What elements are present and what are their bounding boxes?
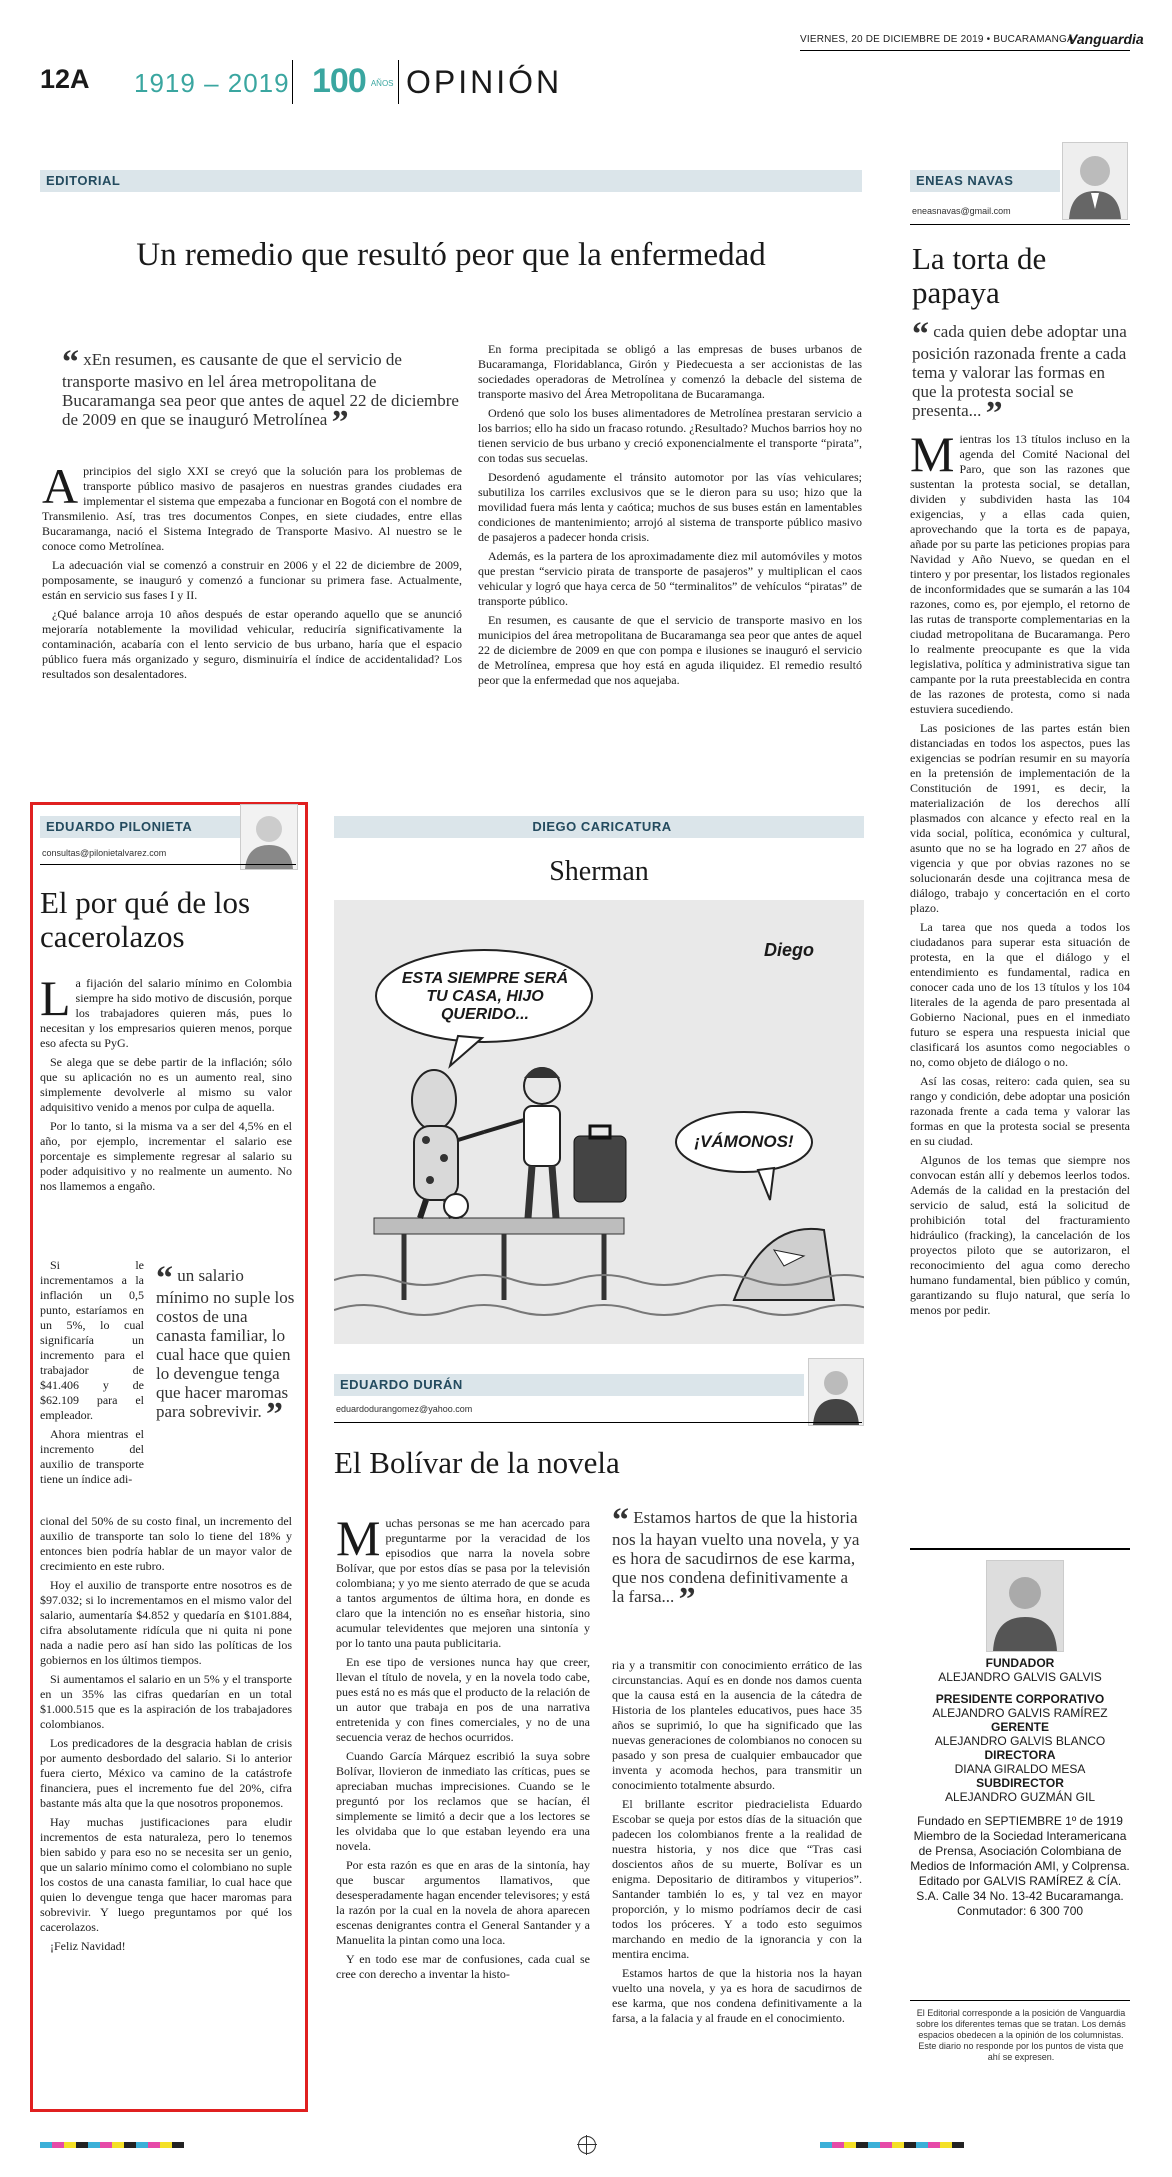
duran-pullquote-text: Estamos hartos de que la historia nos la hayan vuelto una novela, y ya es hora de sacudirnos de ese karma, que nos condena definitivamente a la farsa... xyxy=(612,1508,860,1606)
close-quote-icon: ” xyxy=(266,1396,283,1433)
masthead-rule xyxy=(910,1548,1130,1550)
paragraph: ientras los 13 títulos incluso en la agenda del Comité Nacional del Paro, que son las razones que sustentan la protesta social, se detallan, dividen y subdividen hasta las 104 exigencias, y a ellas cada quien, aprovechando que la torta es de papaya, añade por su parte las peticiones propias para Navidad y Año Nuevo, se quedan en el tintero y por presentar, los listados regionales de inconformidades que se sumarán a las 104 razones, como es, por ejemplo, el retorno de las rutas de transporte complementarias en la ciudad metropolitana de Bucaramanga. Pero lo realmente preocupante es que la vida legislativa, política y administrativa sigue tan campante por la ruta preestablecida en contra de las razones de protesta, como si nada estuviera sucediendo. xyxy=(910,432,1130,716)
duran-photo xyxy=(808,1358,864,1426)
portrait-icon xyxy=(987,1561,1063,1651)
close-quote-icon: ” xyxy=(331,404,349,441)
president-role: PRESIDENTE CORPORATIVO xyxy=(935,1692,1105,1706)
paragraph: La tarea que nos queda a todos los ciudadanos para superar esta situación de protesta, en la que el diálogo y el entendimiento es fundamental, radica en conocer cada uno de los 13 títulos y los 104 literales de la agenda de paro presentada al Gobierno Nacional, pues en el inmediato futuro se espera una respuesta inicial que clasificará los asuntos como negociables o no, como objeto de diálogo o no. xyxy=(910,920,1130,1069)
navas-dropcap: M xyxy=(910,426,955,482)
paragraph: Desordenó agudamente el tránsito automotor por las vías vehiculares; subutiliza los carriles exclusivos que se le dieron para su uso; hizo que la movilidad fuera más lenta y caótica; muchos de sus buses están en lamentables condiciones de mantenimiento; arrojó al sistema de transporte público masivo de pasajeros a padecer honda crisis. xyxy=(478,470,862,544)
navas-label: ENEAS NAVAS xyxy=(910,170,1060,192)
paragraph: Además, es la partera de los aproximadamente diez mil automóviles y motos que prestan “servicio pirata de transporte de pasajeros” y multiplican el caos vehicular y logró que haya cerca de 50 “terminalitos” de vehículos “piratas” de transporte público. xyxy=(478,549,862,608)
founder-photo xyxy=(986,1560,1064,1652)
paragraph: uchas personas se me han acercado para preguntarme por la veracidad de los episodios que narra la novela sobre Bolívar, que por estos días se pasa por la televisión colombiana; y yo me siento aterrado de que se acuda a tantos argumentos de última hora, en donde es claro que la intención no es enseñar historia, sino acumular televidentes que mejoren una sintonía y por lo tanto una pauta publicitaria. xyxy=(336,1516,590,1650)
open-quote-icon: “ xyxy=(612,1502,629,1539)
portrait-icon xyxy=(241,805,297,869)
paragraph: Se alega que se debe partir de la inflación; sólo que su aplicación no es un aumento real, sino simplemente devolverle al mismo su valor adquisitivo venido a menos por culpa de aquella. xyxy=(40,1055,292,1114)
cartoon xyxy=(334,900,864,1344)
founder-role: FUNDADOR xyxy=(985,1656,1055,1670)
editorial-pullquote-text: xEn resumen, es causante de que el servicio de transporte masivo en lel área metropolitana de Bucaramanga sea peor que antes de aquel 22 de diciembre de 2009 en que se inauguró Metrolínea xyxy=(62,350,459,429)
paragraph: En resumen, es causante de que el servicio de transporte masivo en los municipios del área metropolitana de Bucaramanga sea peor que antes de aquel 22 de diciembre de 2009 en que con pompa e ilusiones se inauguró el servicio de Metrolínea, empresa que hoy está en aguda iliquidez. El remedio resultó peor que la enfermedad que nos aquejaba. xyxy=(478,613,862,687)
paragraph: Y en todo ese mar de confusiones, cada cual se cree con derecho a inventar la histo- xyxy=(336,1952,590,1981)
duran-column-2 xyxy=(612,1658,862,2030)
years-label: 1919 – 2019 xyxy=(134,68,290,98)
duran-rule xyxy=(334,1422,862,1423)
navas-body xyxy=(910,426,1130,1322)
paragraph: En ese tipo de versiones nunca hay que creer, llevan el título de novela, y en la novela todo cabe, pues está no es más que el producto de la relación de un autor que trabaja en pos de una narrativa entretenida y con fines comerciales, y no de una secuencia veraz de hechos ocurridos. xyxy=(336,1655,590,1744)
cartoon-drawing xyxy=(334,900,864,1344)
pilonieta-pullquote xyxy=(156,1260,296,1433)
president-name: ALEJANDRO GALVIS RAMÍREZ xyxy=(932,1706,1108,1720)
manager-name: ALEJANDRO GALVIS BLANCO xyxy=(934,1734,1106,1748)
editorial-label: EDITORIAL xyxy=(40,170,862,192)
paragraph: ¿Qué balance arroja 10 años después de estar operando aquello que se anunció mejoraría notablemente la movilidad vehicular, reduciría significativamente la contaminación, acabaría con el lento servicio de bus urbano, haría que el espacio público fuera más organizado y seguro, disminuiría el índice de accidentalidad? Los resultados son desalentadores. xyxy=(42,607,462,681)
paragraph: ria y a transmitir con conocimiento errático de las circunstancias. Aquí es en donde nos damos cuenta que la causa está en la ausencia de la cátedra de Historia de los planteles educativos, pues hace 35 años se suprimió, lo que ha significado que las nuevas generaciones de colombianos no conocen su pasado y son presa de cualquier embaucador que inventa y acomoda hechos, para transmitir un conocimiento totalmente absurdo. xyxy=(612,1658,862,1792)
pilonieta-pullquote-text: un salario mínimo no suple los costos de una canasta familiar, lo cual hace que quien lo devengue tenga que hacer maromas para sobrevivir. xyxy=(156,1266,295,1421)
editorial-column-2 xyxy=(478,342,862,692)
close-quote-icon: ” xyxy=(678,1581,696,1618)
section-title: OPINIÓN xyxy=(406,64,563,100)
caricatura-label: DIEGO CARICATURA xyxy=(334,816,864,838)
paragraph: Por lo tanto, si la misma va a ser del 4,5% en el año, por ejemplo, incrementar el salario ese porcentaje es simplemente regresar al salario su poder adquisitivo y no realmente un aumento. No nos llamemos a engaño. xyxy=(40,1119,292,1193)
paragraph: Ahora mientras el incremento del auxilio de transporte tiene un índice adi- xyxy=(40,1427,144,1486)
cartoon-signature: Diego xyxy=(764,940,815,960)
duran-dropcap: M xyxy=(336,1510,381,1566)
director-role: DIRECTORA xyxy=(984,1748,1056,1762)
paragraph: El brillante escritor piedracielista Eduardo Escobar se queja por estos días de la situación que padecen los colombianos frente a la realidad de nuestra historia, y nos dice que “Tras casi doscientos años de su muerte, Bolívar es un enigma. Depositario de ditirambos y vituperios”. Santander también lo es, y tal vez en mayor proporción, y lo mismo podríamos decir de casi todos los próceres. Y a todo esto seguimos marchando en medio de la ignorancia y con la mentira encima. xyxy=(612,1797,862,1961)
navas-pullquote-text: cada quien debe adoptar una posición razonada frente a cada tema y valorar las formas en que la protesta social se presenta... xyxy=(912,322,1127,420)
subdirector-role: SUBDIRECTOR xyxy=(976,1776,1064,1790)
paragraph: Ordenó que solo los buses alimentadores de Metrolínea prestaran servicio a los barrios; ello ha sido un fracaso rotundo. ¿Resultado? Muchos barrios hoy no tienen servicio de bus urbano y creció exponencialmente el transporte “pirata”, con todas sus secuelas. xyxy=(478,406,862,465)
navas-photo xyxy=(1062,142,1128,220)
cartoon-title: Sherman xyxy=(549,856,649,887)
subdirector-name: ALEJANDRO GUZMÁN GIL xyxy=(944,1790,1096,1804)
editorial-pullquote xyxy=(62,344,462,441)
paragraph: Si aumentamos el salario en un 5% y el transporte en un 35% las cifras quedarían en un total $1.000.515 que es la aspiración de los trabajadores colombianos. xyxy=(40,1672,292,1731)
cartoon-bubble-text: ESTA SIEMPRE SERÁ TU CASA, HIJO QUERIDO... xyxy=(401,970,569,1023)
paragraph: Hoy el auxilio de transporte entre nosotros es de $97.032; si lo incrementamos en el mismo valor del salario, aumentaría $4.852 y quedaría en $101.884, cifra absolutamente ridícula que ni quita ni pone nada a nadie pero así han sido las políticas de los gobiernos en los últimos tiempos. xyxy=(40,1578,292,1667)
open-quote-icon: “ xyxy=(62,344,79,381)
manager-role: GERENTE xyxy=(990,1720,1049,1734)
paragraph: Los predicadores de la desgracia hablan de crisis por aumento desbordado del salario. Si lo anterior fuera cierto, México va camino de la catástrofe financiera, pues el incremento fue del 20%, cifra bastante más alta que la que nosotros proponemos. xyxy=(40,1736,292,1810)
masthead-credits xyxy=(910,1656,1130,1919)
portrait-icon xyxy=(1063,143,1127,219)
editorial-headline: Un remedio que resultó peor que la enfermedad xyxy=(136,237,766,273)
paragraph: La adecuación vial se comenzó a construir en 2006 y el 22 de diciembre de 2009, pomposamente, se inauguró y comenzó a funcionar su primera fase. Actualmente, están en servicio sus fases I y II. xyxy=(42,558,462,602)
navas-rule xyxy=(910,224,1130,225)
pilonieta-rule xyxy=(40,864,296,865)
header-divider xyxy=(292,60,293,104)
duran-pullquote xyxy=(612,1502,862,1618)
dateline: VIERNES, 20 DE DICIEMBRE DE 2019 • BUCARAMANGA xyxy=(800,34,1074,45)
registration-marks-right xyxy=(820,2142,964,2148)
navas-pullquote xyxy=(912,316,1130,432)
navas-email: eneasnavas@gmail.com xyxy=(912,206,1011,216)
disclaimer-rule xyxy=(910,2000,1130,2001)
duran-column-1 xyxy=(336,1510,590,1986)
director-name: DIANA GIRALDO MESA xyxy=(954,1762,1086,1776)
editorial-column-1 xyxy=(42,458,462,686)
editorial-dropcap: A xyxy=(42,458,79,514)
paragraph: Cuando García Márquez escribió la suya sobre Bolívar, llovieron de inmediato las críticas, pues se apreciaban muchas imprecisiones. Cuando se le preguntó por los reclamos que se hacían, él simplemente se limitó a decir que a los lectores se les olvidaba que lo que estaban leyendo era una novela. xyxy=(336,1749,590,1853)
paragraph: Hay muchas justificaciones para eludir incrementos de esta naturaleza, pero lo tenemos bien sabido y para eso no se necesita ser un genio, que un salario mínimo como el colombiano no suple los costos de una canasta familiar, lo cual hace que quien lo devengue tenga que hacer maromas para sobrevivir. Y luego preguntamos por qué los cacerolazos. xyxy=(40,1815,292,1934)
paragraph: principios del siglo XXI se creyó que la solución para los problemas de transporte público masivo de pasajeros en nuestras grandes ciudades era implementar el sistema que empezaba a funcionar en Bogotá con el nombre de Transmilenio. Así, tras tres documentos Conpes, en siete ciudades, entre ellas Bucaramanga, nació el Sistema Integrado de Transporte Masivo. Al nuestro se le conoce como Metrolínea. xyxy=(42,464,462,553)
pilonieta-email: consultas@pilonietalvarez.com xyxy=(42,848,167,858)
portrait-icon xyxy=(809,1359,863,1425)
paragraph: Así las cosas, reitero: cada quien, sea su rango y condición, debe adoptar una posición razonada frente a cada tema y valorar las formas en que la protesta social se presenta en su ciudad. xyxy=(910,1074,1130,1148)
pilonieta-photo xyxy=(240,804,298,870)
paragraph: En forma precipitada se obligó a las empresas de buses urbanos de Bucaramanga, Floridablanca, Girón y Piedecuesta a ser accionistas de las sociedades operadoras de Metrolínea y comenzó la debacle del sistema de transporte masivo del Área Metropolitana de Bucaramanga. xyxy=(478,342,862,401)
header-rule xyxy=(800,50,1130,51)
open-quote-icon: “ xyxy=(156,1260,173,1297)
paragraph: Algunos de los temas que siempre nos convocan están allí y debemos leerlos todos. Además de la calidad en la prestación del servicio de salud, está la solicitud de prohibición total del fracturamiento hidráulico (fracking), la cancelación de los proyectos piloto que se autorizaron, el reconocimiento del agua como derecho humano fundamental, bien público y común, garantizando su flujo natural, que sería lo menos por pedir. xyxy=(910,1153,1130,1317)
paragraph: Las posiciones de las partes están bien distanciadas en todos los aspectos, pues las exigencias se podrían resumir en su mayoría en la pretensión de implementación de la Constitución de 1991, es decir, la materialización de los derechos allí plasmados con alcance y efecto real en la vida social, política, económica y cultural, asunto que no se ha logrado en 27 años de vigencia y que por obvias razones no se solucionarán desde una cojitranca mesa de diálogo, trabajo y concertación en el corto plazo. xyxy=(910,721,1130,915)
pilonieta-dropcap: L xyxy=(40,970,71,1026)
anniversary-number: 100 xyxy=(312,62,366,100)
anniversary-logo xyxy=(312,62,394,101)
pilonieta-body-top xyxy=(40,970,292,1198)
masthead-disclaimer: El Editorial corresponde a la posición de Vanguardia sobre los diferentes temas que se tratan. Los demás espacios obedecen a la opinión de los columnistas. Este diario no responde por los puntos de vista que ahí se expresen. xyxy=(916,2008,1126,2062)
pilonieta-headline: El por qué de los cacerolazos xyxy=(40,885,251,954)
header-divider-2 xyxy=(398,60,399,104)
duran-headline: El Bolívar de la novela xyxy=(334,1445,620,1480)
page-number: 12A xyxy=(40,64,90,94)
duran-email: eduardodurangomez@yahoo.com xyxy=(336,1404,473,1414)
paragraph: Estamos hartos de que la historia nos la hayan vuelto una novela, y ya es hora de sacudirnos de ese karma, que nos condena definitivamente a la farsa, a la falacia y al fraude en el conocimiento. xyxy=(612,1966,862,2025)
masthead-info: Fundado en SEPTIEMBRE 1º de 1919 Miembro de la Sociedad Interamericana de Prensa, Asociación Colombiana de Medios de Información AMI, y Colprensa. Editado por GALVIS RAMÍREZ & CÍA. S.A. Calle 34 No. 13-42 Bucaramanga. Conmutador: 6 300 700 xyxy=(910,1814,1130,1918)
duran-label: EDUARDO DURÁN xyxy=(334,1374,804,1396)
founder-name: ALEJANDRO GALVIS GALVIS xyxy=(938,1670,1102,1684)
pilonieta-body-narrow xyxy=(40,1258,144,1491)
paragraph: ¡Feliz Navidad! xyxy=(50,1939,126,1953)
anniversary-sub: AÑOS xyxy=(370,79,394,88)
paragraph: cional del 50% de su costo final, un incremento del auxilio de transporte tan solo lo tiene del 18% y entonces bien podría hablar de un mayor valor de crecimiento en este rubro. xyxy=(40,1514,292,1573)
pilonieta-body-bottom xyxy=(40,1514,292,1958)
brand-name: Vanguardia xyxy=(1068,31,1144,47)
open-quote-icon: “ xyxy=(912,316,929,353)
paragraph: Si le incrementamos a la inflación un 0,5 punto, estaríamos en un 5%, lo cual significaría un incremento para el trabajador de $41.406 y de $62.109 para el empleador. xyxy=(40,1258,144,1422)
paragraph: a fijación del salario mínimo en Colombia siempre ha sido motivo de discusión, porque los trabajadores quieren más, pues lo necesitan y los empresarios quieren menos, porque eso afecta su PyG. xyxy=(40,976,292,1050)
crosshair-icon xyxy=(578,2136,596,2154)
cartoon-bubble-2-text: ¡VÁMONOS! xyxy=(694,1132,794,1151)
close-quote-icon: ” xyxy=(985,395,1003,432)
navas-headline: La torta de papaya xyxy=(912,241,1047,310)
pilonieta-label: EDUARDO PILONIETA xyxy=(40,816,240,838)
registration-marks-left xyxy=(40,2142,184,2148)
paragraph: Por esta razón es que en aras de la sintonía, hay que buscar argumentos llamativos, que desesperadamente hagan encender televisores; y está la razón por la cual en la novela de ahora aparecen escenas denigrantes contra el General Santander y a Manuelita la pintan como una loca. xyxy=(336,1858,590,1947)
